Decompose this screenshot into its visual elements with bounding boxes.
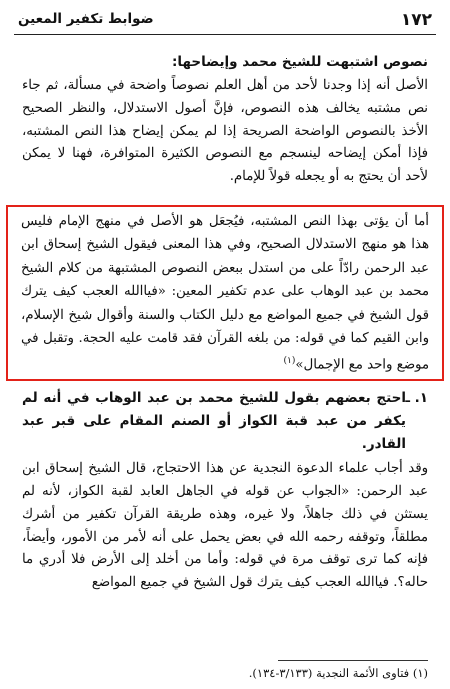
- page-header: [14, 8, 436, 35]
- highlighted-paragraph: [21, 210, 429, 377]
- body-paragraph: الأصل أنه إذا وجدنا لأحد من أهل العلم نصوصاً واضحة في مسألة، ثم جاء نص مشتبه يخالف هذه النصوص، فإنَّ أصول الاستدلال، والنظر الصحيح الأخذ بالنصوص الواضحة الصريحة إذا لم يمكن إيضاح هذا النص المشتبه، فإذا أمكن إيضاحه لينسجم مع النصوص الكثيرة المتوافرة، فهنا لا يمكن لأحد أن يحتج به أو يجعله قولاً للإمام.: [22, 78, 428, 185]
- highlighted-box: [6, 205, 444, 381]
- section-heading: نصوص اشتبهت للشيخ محمد وإيضاحها:: [172, 54, 428, 70]
- running-title: ضوابط تكفير المعين: [18, 11, 154, 27]
- page-body: [22, 52, 428, 595]
- item-heading-text: احتج بعضهم بقول للشيخ محمد بن عبد الوهاب في أنه لم يكفر من عبد قبة الكواز أو الصنم المقام على قبر عبد القادر.: [22, 390, 406, 453]
- item-number: ١.: [414, 390, 428, 407]
- page-number: ١٧٢: [400, 10, 432, 30]
- item-dash: ـ: [405, 390, 410, 407]
- highlighted-text: أما أن يؤتى بهذا النص المشتبه، فيُجعَل هو الأصل في منهج الإمام فليس هذا هو منهج الاستدلال الصحيح، وفي هذا المعنى فيقول الشيخ إسحاق ابن عبد الرحمن رادّاً على من استدل ببعض النصوص المشتبهة من كلام الشيخ محمد بن عبد الوهاب على عدم تكفير المعين: «فياالله العجب كيف يترك قول الشيخ في جميع المواضع مع دليل الكتاب والسنة وأقوال شيخ الإسلام، وابن القيم كما في قوله: من بلغه القرآن فقد قامت عليه الحجة. وتقبل في موضع واحد مع الإجمال»: [21, 213, 429, 373]
- body-paragraph-2: وقد أجاب علماء الدعوة النجدية عن هذا الاحتجاج، قال الشيخ إسحاق ابن عبد الرحمن: «الجواب عن قوله في الجاهل العابد لقبة الكواز، لأنه لم يستثن في ذلك جاهلاً، ولا غيره، وهذه طريقة القرآن تكفير من أشرك مطلقاً، وتوقفه رحمه الله في بعض يحمل على أنه لأمر من الأمور، وأيضاً، فإنه كما ترى توقف مرة في قوله: وأما من أخلد إلى الأرض فلا أدري ما حاله؟. فياالله العجب كيف يترك قول الشيخ في جميع المواضع: [22, 461, 428, 591]
- footnote-divider: [278, 660, 428, 661]
- numbered-heading: [22, 387, 428, 456]
- footnote: (١) فتاوى الأئمة النجدية (٣/١٣٣-١٣٤).: [248, 666, 428, 680]
- footnote-reference: (١): [283, 356, 296, 367]
